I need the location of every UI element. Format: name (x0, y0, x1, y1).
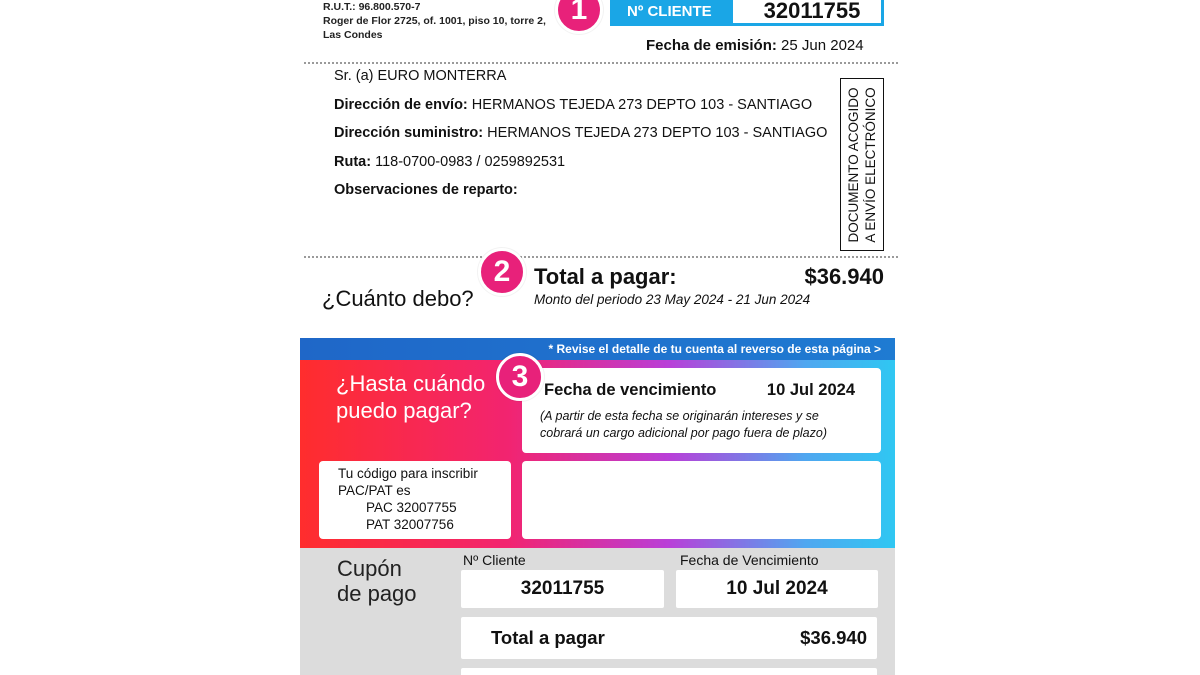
step-badge-1: 1 (555, 0, 603, 34)
delivery-observations (334, 182, 518, 198)
coupon-next-row (461, 668, 877, 675)
client-number-box (610, 0, 884, 26)
step-badge-2: 2 (478, 248, 526, 296)
divider-middle (304, 256, 898, 258)
total-amount: $36.940 (804, 264, 884, 289)
electronic-line1: DOCUMENTO ACOGIDO (846, 86, 861, 243)
coupon-title-line2: de pago (337, 581, 417, 606)
company-address-line2: Las Condes (323, 29, 383, 41)
supply-address (334, 125, 827, 141)
emission-date (646, 37, 864, 54)
coupon-client-label: Nº Cliente (463, 552, 526, 568)
how-much-question: ¿Cuánto debo? (322, 286, 474, 311)
client-number-label: Nº CLIENTE (613, 0, 733, 23)
route-label: Ruta: (334, 154, 372, 170)
total-label: Total a pagar: (534, 264, 677, 289)
coupon-due-value: 10 Jul 2024 (676, 570, 878, 608)
late-payment-note-line2: cobrará un cargo adicional por pago fuera de plazo) (540, 426, 827, 440)
recipient-name: Sr. (a) EURO MONTERRA (334, 68, 507, 84)
coupon-title-line1: Cupón (337, 556, 402, 581)
coupon-total-value: $36.940 (800, 627, 867, 648)
shipping-address-label: Dirección de envío: (334, 97, 468, 113)
shipping-address-value: HERMANOS TEJEDA 273 DEPTO 103 - SANTIAGO (471, 97, 813, 113)
billing-period: Monto del periodo 23 May 2024 - 21 Jun 2024 (534, 292, 811, 307)
route (334, 154, 565, 170)
company-rut: R.U.T.: 96.800.570-7 (323, 1, 421, 13)
emission-label: Fecha de emisión: (646, 37, 777, 54)
blank-box (522, 461, 881, 539)
pac-code: PAC 32007755 (366, 500, 457, 515)
coupon-total-row (461, 617, 877, 659)
late-payment-note (540, 408, 827, 442)
electronic-line2: A ENVÍO ELECTRÓNICO (863, 86, 878, 243)
step-badge-3: 3 (496, 353, 544, 401)
company-info (323, 0, 546, 42)
route-value: 118-0700-0983 / 0259892531 (375, 154, 566, 170)
pac-pat-info (338, 465, 478, 533)
company-address-line1: Roger de Flor 2725, of. 1001, piso 10, torre 2, (323, 15, 546, 27)
divider-top (304, 62, 898, 64)
coupon-client-value: 32011755 (461, 570, 664, 608)
late-payment-note-line1: (A partir de esta fecha se originarán intereses y se (540, 409, 819, 423)
due-date-label: Fecha de vencimiento (544, 381, 717, 399)
coupon-title (337, 556, 417, 606)
coupon-total-label: Total a pagar (491, 627, 605, 648)
emission-value: 25 Jun 2024 (781, 37, 864, 54)
coupon-due-label: Fecha de Vencimiento (680, 552, 819, 568)
pac-pat-line1: Tu código para inscribir (338, 466, 478, 481)
due-question-line2: puedo pagar? (336, 398, 472, 423)
due-question-line1: ¿Hasta cuándo (336, 371, 486, 396)
observations-label: Observaciones de reparto: (334, 182, 518, 198)
electronic-delivery-box (840, 78, 884, 251)
due-date-value: 10 Jul 2024 (766, 381, 855, 399)
pac-pat-line2: PAC/PAT es (338, 483, 411, 498)
review-detail-bar (300, 338, 895, 360)
supply-address-value: HERMANOS TEJEDA 273 DEPTO 103 - SANTIAGO (487, 125, 828, 141)
client-number-value: 32011755 (733, 0, 881, 23)
pat-code: PAT 32007756 (366, 517, 454, 532)
review-detail-text: * Revise el detalle de tu cuenta al reverso de esta página > (548, 342, 881, 356)
shipping-address (334, 97, 812, 113)
due-question (336, 370, 485, 424)
supply-address-label: Dirección suministro: (334, 125, 484, 141)
